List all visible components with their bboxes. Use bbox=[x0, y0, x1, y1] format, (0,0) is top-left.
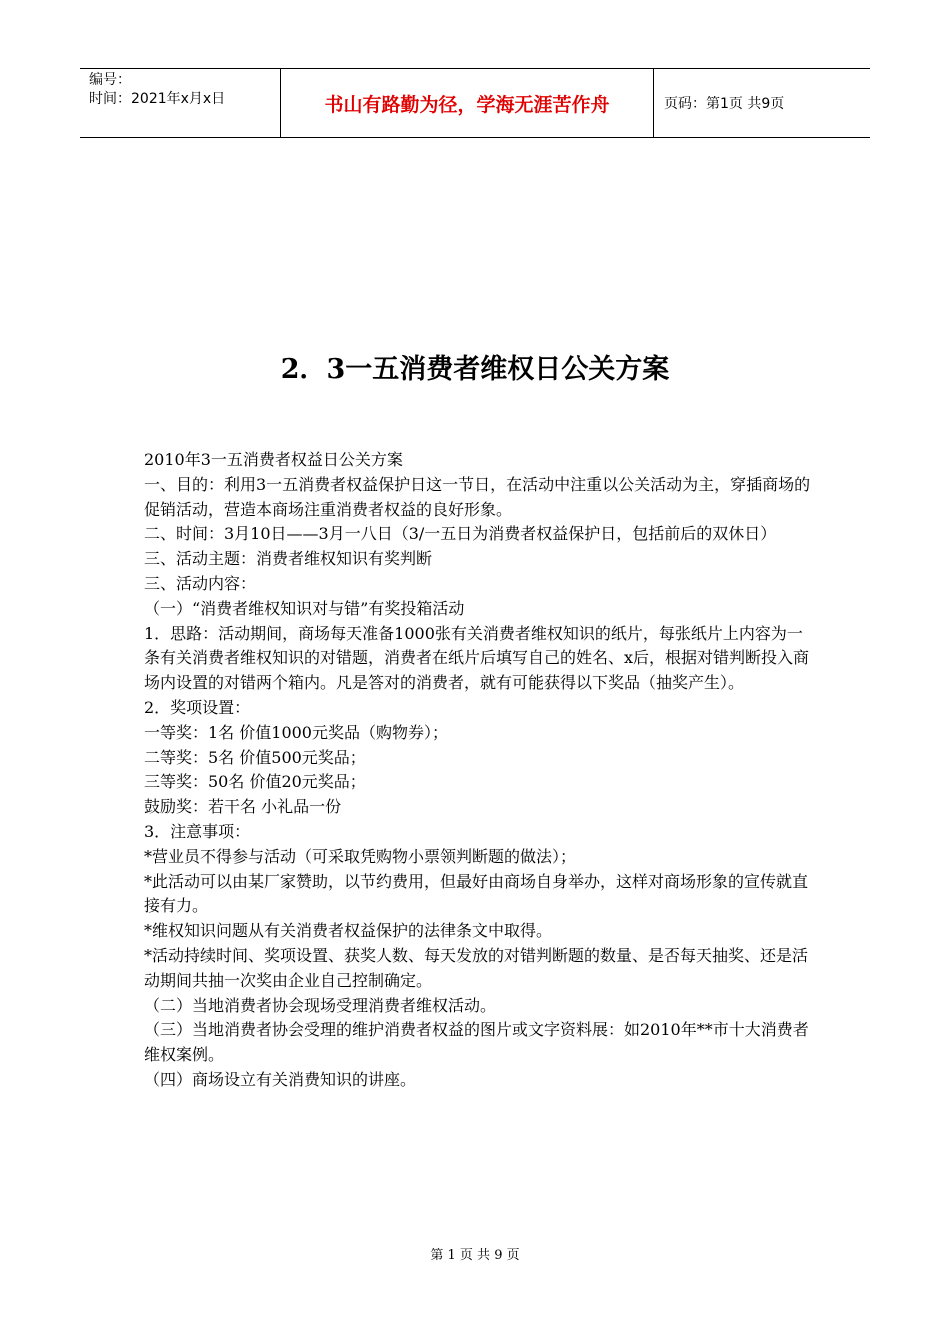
paragraph: 2．奖项设置： bbox=[144, 697, 251, 717]
paragraph: 二等奖：5名 价值500元奖品； bbox=[144, 747, 366, 767]
paragraph: 一等奖：1名 价值1000元奖品（购物券）； bbox=[144, 722, 448, 742]
header-motto: 书山有路勤为径，学海无涯苦作舟 bbox=[281, 69, 654, 137]
paragraph: 2010年3一五消费者权益日公关方案 bbox=[144, 450, 403, 469]
paragraph: *此活动可以由某厂家赞助，以节约费用，但最好由商场自身举办，这样对商场形象的宣传就直接有力。 bbox=[144, 871, 809, 916]
paragraph: *营业员不得参与活动（可采取凭购物小票领判断题的做法）； bbox=[144, 846, 577, 866]
paragraph: *维权知识问题从有关消费者权益保护的法律条文中取得。 bbox=[144, 921, 553, 941]
paragraph: （二）当地消费者协会现场受理消费者维权活动。 bbox=[144, 995, 497, 1015]
document-title: 2．3一五消费者维权日公关方案 bbox=[280, 354, 670, 385]
paragraph: （一）“消费者维权知识对与错”有奖投箱活动 bbox=[144, 598, 465, 618]
paragraph: 三、活动内容： bbox=[144, 573, 257, 593]
page-footer: 第 1 页 共 9 页 bbox=[430, 1248, 520, 1263]
header-table bbox=[80, 68, 870, 138]
paragraph: （三）当地消费者协会受理的维护消费者权益的图片或文字资料展：如2010年**市十大消费者维权案例。 bbox=[144, 1020, 809, 1065]
header-page-info: 页码：第1页 共9页 bbox=[664, 96, 785, 112]
paragraph: 鼓励奖：若干名 小礼品一份 bbox=[144, 797, 342, 817]
document-body bbox=[144, 448, 812, 1093]
paragraph: 三等奖：50名 价值20元奖品； bbox=[144, 772, 366, 792]
paragraph: （四）商场设立有关消费知识的讲座。 bbox=[144, 1069, 417, 1089]
document-number-label: 编号： bbox=[89, 72, 131, 88]
paragraph: 一、目的：利用3一五消费者权益保护日这一节日，在活动中注重以公关活动为主，穿插商场的促销活动，营造本商场注重消费者权益的良好形象。 bbox=[144, 474, 811, 519]
paragraph: 二、时间：3月10日——3月一八日（3/一五日为消费者权益保护日，包括前后的双休日） bbox=[144, 524, 777, 544]
paragraph: 三、活动主题：消费者维权知识有奖判断 bbox=[144, 549, 433, 569]
paragraph: 1．思路：活动期间，商场每天准备1000张有关消费者维权知识的纸片，每张纸片上内容为一条有关消费者维权知识的对错题，消费者在纸片后填写自己的姓名、x后，根据对错判断投入商场内设置的对错两个箱内。凡是答对的消费者，就有可能获得以下奖品（抽奖产生）。 bbox=[144, 623, 810, 693]
paragraph: *活动持续时间、奖项设置、获奖人数、每天发放的对错判断题的数量、是否每天抽奖、还是活动期间共抽一次奖由企业自己控制确定。 bbox=[144, 945, 809, 990]
paragraph: 3．注意事项： bbox=[144, 821, 251, 841]
header-meta bbox=[80, 69, 281, 137]
document-time-label: 时间：2021年x月x日 bbox=[89, 91, 226, 107]
